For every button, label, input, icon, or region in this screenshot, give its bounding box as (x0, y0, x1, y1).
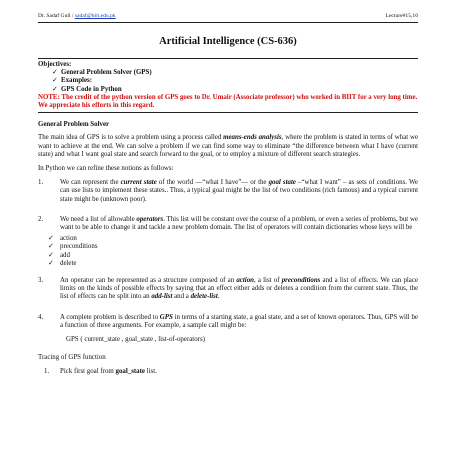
credit-note: NOTE: The credit of the python version of GPS goes to Dr. Umair (Associate professor) who worked in BIIT for a very long time. We appreciate his efforts in this regard. (38, 94, 418, 113)
operator-key-item: ✓ action (48, 235, 77, 243)
checkmark-icon: ✓ (48, 235, 54, 243)
checkmark-icon: ✓ (48, 251, 54, 259)
tracing-heading: Tracing of GPS function (38, 354, 106, 362)
gps-call-signature: GPS ( current_state , goal_state , list-of-operators) (66, 336, 205, 344)
term-means-ends: means-ends analysis (223, 134, 282, 142)
objective-item: ✓ General Problem Solver (GPS) (52, 69, 152, 77)
point-2: 2. We need a list of allowable operators. This list will be constant over the course of a problem, or even a series of problems, but we want to be able to change it and tackle a new problem domain. The list of operators will contain dictionaries whose keys will be (38, 215, 418, 232)
python-intro-line: In Python we can refine these notions as follows: (38, 165, 174, 173)
checkmark-icon: ✓ (48, 243, 54, 251)
objective-item: ✓ GPS Code in Python (52, 85, 122, 93)
header-author: Dr. Sadaf Gull / sadaf@biit.edu.pk (38, 13, 116, 19)
objectives-heading: Objectives: (38, 61, 72, 68)
objective-item: ✓ Examples: (52, 77, 93, 85)
document-title: Artificial Intelligence (CS-636) (159, 36, 297, 47)
point-1: 1. We can represent the current state of the world —“what I have”— or the goal state –“what I want” – as sets of conditions. We can use lists to implement these states.. Thus, a typical goal might be the list of two conditions (rich famous) and a typical current state might be (unknown poor). (38, 179, 418, 203)
operator-keys-list (48, 235, 418, 268)
checkmark-icon: ✓ (52, 85, 58, 93)
operator-key-item: ✓ add (48, 251, 70, 259)
checkmark-icon: ✓ (52, 77, 58, 85)
point-4: 4. A complete problem is described to GPS in terms of a starting state, a goal state, and a set of known operators. Thus, GPS will be a function of three arguments. For example, a sample call might be: (38, 313, 418, 329)
objectives-block (38, 58, 418, 113)
point-3: 3. An operator can be represented as a structure composed of an action, a list of preconditions and a list of effects. We can place limits on the kinds of possible effects by saying that an effect either adds or deletes a condition from the current state. Thus, the list of effects can be split into an add-list and a delete-list. (38, 277, 418, 301)
checkmark-icon: ✓ (52, 69, 58, 77)
operator-key-item: ✓ preconditions (48, 243, 98, 251)
page-header (38, 13, 418, 23)
tracing-step-1: 1. Pick first goal from goal_state list. (44, 368, 157, 376)
section-heading: General Problem Solver (38, 121, 110, 129)
operator-key-item: ✓ delete (48, 259, 77, 267)
intro-paragraph: The main idea of GPS is to solve a problem using a process called means-ends analysis, where the problem is stated in terms of what we want to achieve at the end. We can solve a problem if we can find some way to eliminate “the difference between what I have (current state) and what I want goal state and search forward to the goal, or to employ a mixture of different search strategies. (38, 134, 419, 158)
objectives-list (38, 69, 418, 94)
lecture-number: Lecture#15,16 (385, 13, 418, 19)
checkmark-icon: ✓ (48, 259, 54, 267)
author-email-link[interactable]: sadaf@biit.edu.pk (74, 13, 116, 19)
